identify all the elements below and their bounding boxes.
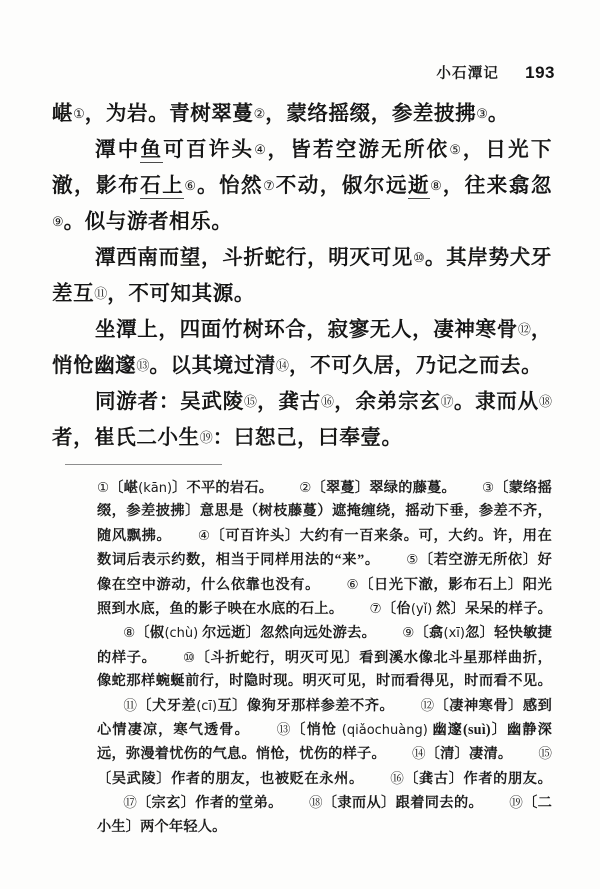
footnote-marker: ④ [197,527,211,543]
footnote-term: 〔日光下澈，影布石上〕 [359,576,523,593]
footnote-definition: 呆呆的样子。 [465,601,553,618]
footnote-item [123,795,283,811]
footnote-definition: 轻快敏捷的样子。 [97,625,553,666]
footnote-reference[interactable]: ⑧ [430,178,443,193]
footnote-marker: ⑥ [346,576,360,592]
footnote-item [97,480,273,496]
body-text-run: ，往来翕忽 [442,175,552,197]
body-text-run: 。隶而从 [453,391,539,413]
body-text-run: 坐潭上，四面竹树环合，寂寥无人，凄神寒骨 [95,319,518,341]
footnote-reference[interactable]: ⑰ [440,394,454,409]
footnote-definition: 两个年轻人。 [140,818,227,835]
body-text-run: ，不可久居，乃记之而去。 [289,355,543,377]
footnote-definition: 不平的岩石。 [186,480,274,496]
footnote-term-end: 然〕 [432,601,466,618]
footnote-marker: ⑬ [275,722,292,738]
footnote-marker: ⑧ [123,625,136,641]
body-text-run: 潭中 [95,139,141,161]
body-text-run: 。以其境过清 [149,355,277,377]
body-text-run: ，龚古 [257,391,322,413]
body-text-run: 同游者：吴武陵 [95,391,244,413]
footnote-marker: ② [299,480,312,495]
footnote-definition: 幽静深远，弥漫着忧伤的气息。悄怆，忧伤的样子。 [97,722,552,763]
page-number: 193 [525,63,555,82]
footnote-definition: 意思是（树枝藤蔓）遮掩缠绕，摇动下垂，参差不齐，随风飘拂。 [97,503,552,544]
footnote-term: 〔隶而从〕 [322,795,396,812]
footnote-marker: ⑤ [405,552,419,568]
body-paragraph [52,240,552,312]
footnote-term: 〔龚古〕 [404,770,464,787]
footnote-reference[interactable]: ⑩ [413,250,425,265]
footnote-reference[interactable]: ③ [476,106,488,121]
footnote-term-end: 尔远逝〕 [198,625,261,642]
footnote-term: 〔悄怆 [291,722,342,739]
body-text-run: 潭西南而望，斗折蛇行，明灭可见 [95,247,414,269]
footnote-pinyin: (chù) [164,626,199,642]
footnote-reference[interactable]: ⑥ [184,178,197,193]
footnote-definition: 忽然向远处游去。 [260,625,377,642]
footnote-term-end: 忽〕 [465,625,495,642]
footnote-definition: 好像在空中游动，什么依靠也没有。 [97,552,552,593]
footnote-definition: 看到溪水像北斗星那样曲折，像蛇那样蜿蜒前行，时隐时现。明灭可见，时而看得见，时而看不见。 [97,649,553,690]
running-head [0,62,555,88]
footnote-reference[interactable]: ⑮ [243,394,258,409]
body-text-run: ，蒙络摇缀，参差披拂 [265,103,477,125]
footnote-definition: 大约有一百来条。可，大约。许，用在数词后表示约数，相当于同样用法的“来”。 [97,527,552,569]
footnote-definition: 凄清。 [469,746,513,763]
footnote-item [390,771,552,787]
body-text-run: 。似与游者相乐。 [63,211,233,233]
footnote-term-end: 幽邃(suì)〕 [427,722,508,739]
body-text-run: ，不可知其源。 [107,283,255,305]
footnote-term: 〔吴武陵〕 [97,770,172,787]
footnote-term: 〔犬牙差 [137,697,197,714]
footnote-reference[interactable]: ② [253,106,266,121]
footnote-definition: 翠绿的藤蔓。 [369,480,456,496]
footnote-reference[interactable]: ④ [254,142,268,157]
footnote-reference[interactable]: ⑤ [449,142,463,157]
annotated-term: 石上 [140,175,185,197]
footnote-reference[interactable]: ⑨ [52,214,64,229]
body-paragraph [52,312,552,384]
footnote-definition: 阳光照到水底，鱼的影子映在水底的石上。 [97,576,553,618]
footnote-item [369,601,552,617]
footnote-definition: 作者的朋友，也被贬在永州。 [171,770,364,787]
footnote-term-end: 互〕 [217,697,247,714]
footnote-term: 〔可百许头〕 [210,527,300,544]
footnote-pinyin: (xī) [443,626,465,642]
footnote-term: 〔蒙络摇缀，参差披拂〕 [97,480,553,520]
footnote-term-end: 〕 [172,480,187,496]
body-text-run: ，日光下澈，影布 [52,139,552,197]
body-text-run: 可百许头 [163,139,255,161]
footnote-item [123,625,376,641]
annotated-term: 鱼 [140,139,164,161]
footnote-definition: 感到心情凄凉，寒气透骨。 [97,697,552,739]
footnote-reference[interactable]: ① [73,106,85,121]
footnote-term: 〔佁 [381,601,411,618]
footnote-definition: 跟着同去的。 [395,795,484,812]
footnote-reference[interactable]: ⑲ [199,430,213,445]
footnote-pinyin: (cī) [196,698,218,714]
footnote-list [97,476,552,839]
body-text-run: 。其岸势犬牙差互 [52,247,553,305]
footnote-term: 〔翠蔓〕 [311,480,370,496]
footnote-marker: ⑦ [369,601,382,617]
footnote-reference[interactable]: ⑪ [94,286,108,301]
body-text-run: ，悄怆幽邃 [52,319,552,377]
footnote-reference[interactable]: ⑯ [321,394,335,409]
footnote-marker: ⑰ [123,795,137,811]
footnote-marker: ⑫ [420,697,435,713]
footnote-term: 〔俶 [135,625,165,642]
footnote-term: 〔清〕 [425,746,469,763]
body-text-run: ，皆若空游无所依 [267,139,450,161]
body-text-run: 嵁 [52,103,74,125]
body-text-run: ：曰恕己，曰奉壹。 [212,427,403,449]
body-text-run: 。怡然 [196,175,264,197]
footnote-item [412,746,512,762]
page-title: 小石潭记 [436,66,500,82]
footnote-pinyin: (kān) [138,481,173,496]
footnote-marker: ⑪ [123,697,138,713]
footnote-term: 〔嵁 [109,480,139,496]
footnote-pinyin: (yǐ) [410,602,433,618]
footnote-definition: 作者的堂弟。 [195,795,283,812]
main-body-text [52,96,552,456]
body-text-run: ，为岩。青树翠蔓 [84,103,254,125]
footnote-pinyin: (qiǎochuàng) [341,723,428,739]
footnote-marker: ⑱ [308,795,323,811]
footnote-marker: ⑩ [182,649,196,665]
footnote-reference[interactable]: ⑫ [517,322,531,337]
footnote-reference[interactable]: ⑭ [276,358,290,373]
footnote-term: 〔凄神寒骨〕 [434,697,523,714]
footnote-definition: 像狗牙那样参差不齐。 [246,697,395,714]
body-paragraph [52,132,552,240]
footnote-definition: 作者的朋友。 [463,770,552,787]
body-text-run: ，余弟宗玄 [334,391,441,413]
footnote-reference[interactable]: ⑦ [263,178,276,193]
annotated-term: 逝 [408,175,431,197]
footnote-item [299,480,456,496]
footnote-marker: ⑮ [538,746,552,762]
body-paragraph [52,96,552,132]
footnote-term: 〔宗玄〕 [136,795,196,812]
body-text-run: 。 [487,103,509,125]
footnote-item [309,795,483,811]
footnote-term: 〔翕 [414,625,444,642]
body-text-run: 者，崔氏二小生 [52,427,200,449]
footnote-marker: ⑲ [509,795,524,811]
footnote-term: 〔斗折蛇行，明灭可见〕 [195,649,360,666]
footnote-term: 〔二小生〕 [97,795,553,835]
footnote-marker: ① [97,480,110,495]
footnote-marker: ⑨ [402,625,415,641]
body-paragraph [52,384,552,456]
footnote-term: 〔若空游无所依〕 [418,552,538,569]
body-text-run: 不动，俶尔远 [275,175,409,197]
footnote-marker: ⑯ [389,770,405,786]
footnote-marker: ⑭ [411,746,426,762]
footnote-item [123,698,394,714]
footnote-marker: ③ [481,480,495,495]
footnote-reference[interactable]: ⑬ [136,358,150,373]
footnote-item [97,650,552,689]
footnote-separator-rule [65,464,222,465]
footnote-reference[interactable]: ⑱ [538,394,552,409]
